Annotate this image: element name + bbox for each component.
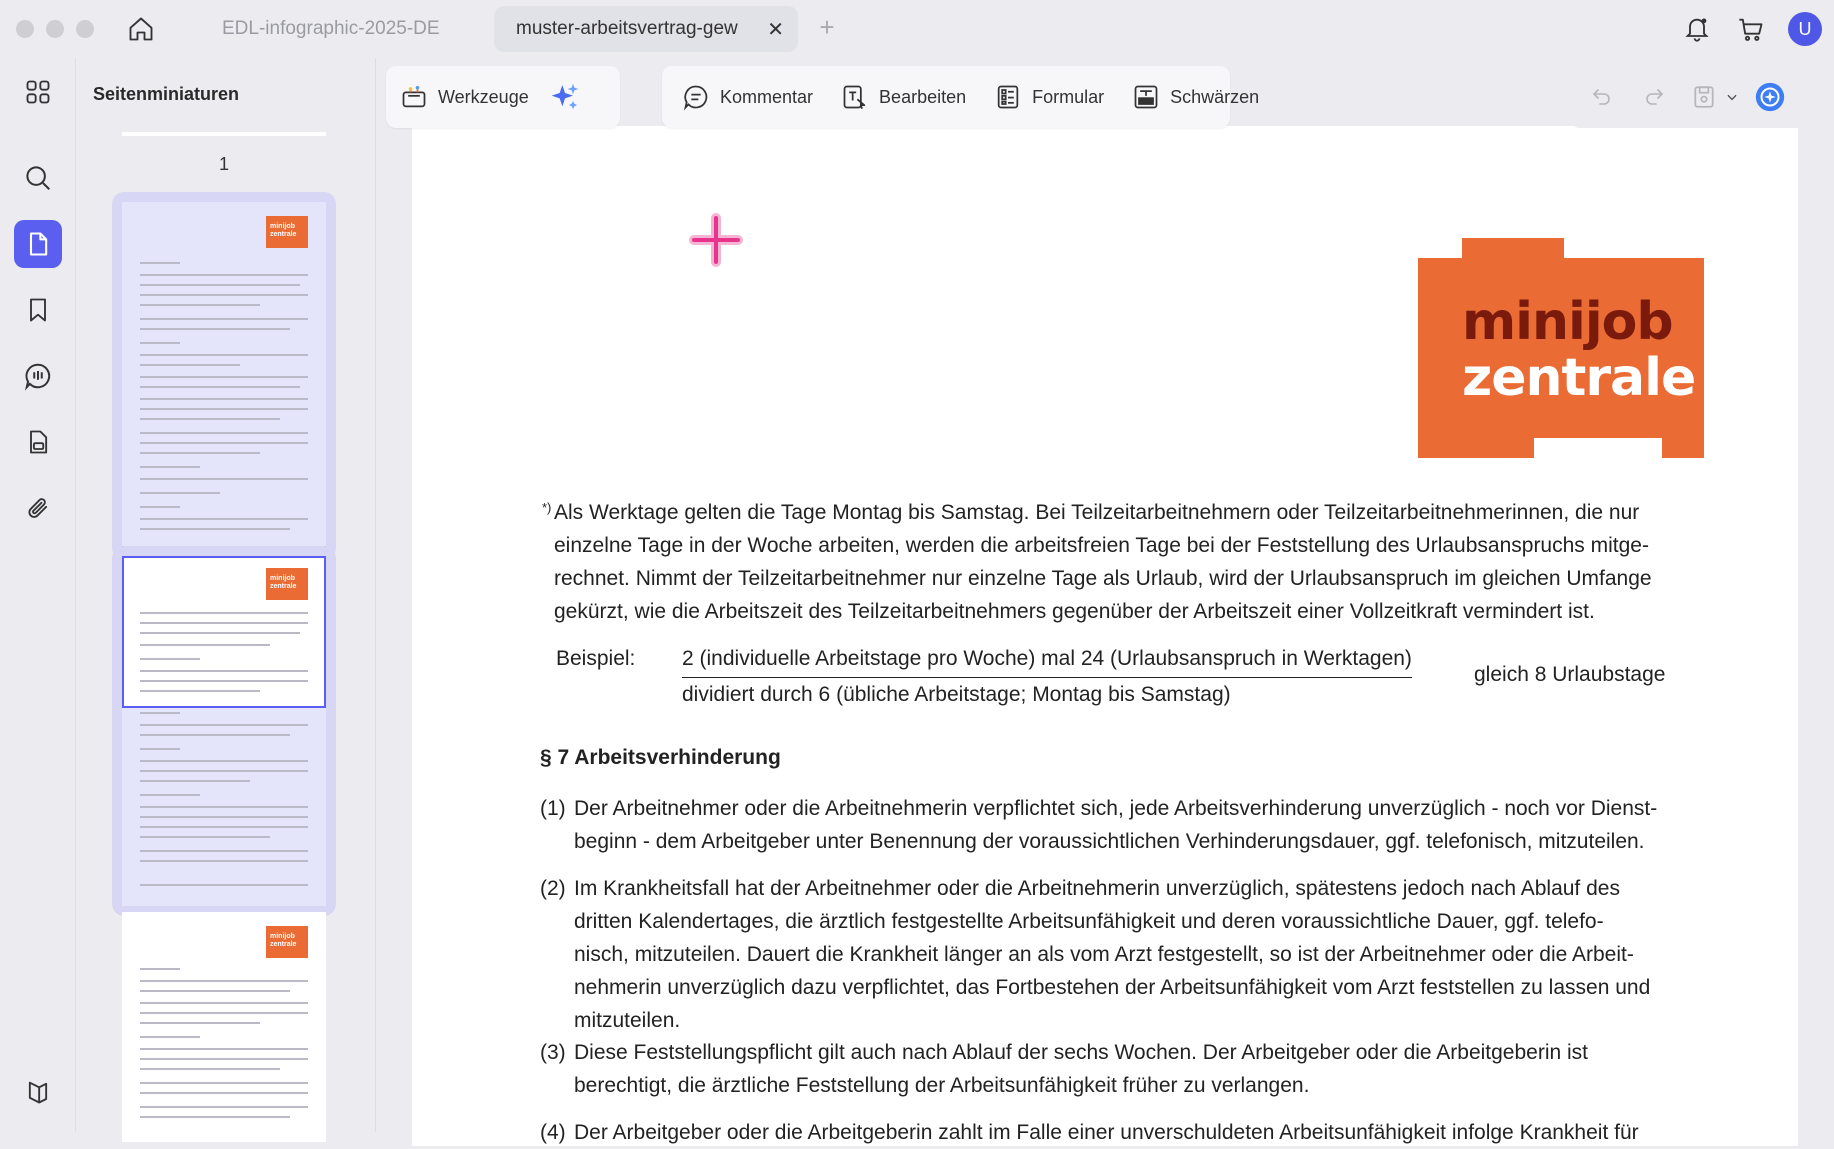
zoom-window-button[interactable] (76, 20, 94, 38)
item-1-text: Der Arbeitnehmer oder die Arbeitnehmerin verpflichtet sich, jede Arbeitsverhinderung unverzüglich - noch vor Dienst- beginn - dem Arbeitgeber unter Benennung der voraussichtlichen Verhinderungsdauer, ggf. telefonisch, mitzuteilen. (574, 797, 1658, 853)
logo-line-1: minijob (1462, 292, 1673, 352)
undo-icon (1590, 85, 1614, 109)
close-window-button[interactable] (16, 20, 34, 38)
item-number: (2) (540, 877, 566, 900)
thumbnail-viewport-frame[interactable] (122, 556, 326, 708)
tab-muster-arbeitsvertrag[interactable] (494, 6, 798, 52)
tab-edl-infographic[interactable] (200, 6, 482, 52)
comment-bubble-icon (23, 361, 53, 391)
edit-text-icon (841, 83, 869, 111)
paperclip-icon (24, 494, 52, 522)
thumbnail-logo: minijob zentrale (266, 926, 308, 958)
save-button[interactable] (1686, 77, 1722, 117)
thumbnail-logo: minijob zentrale (266, 216, 308, 248)
rail-layers-button[interactable] (14, 1068, 62, 1116)
bookmark-icon (24, 296, 52, 324)
user-avatar[interactable]: U (1788, 12, 1822, 46)
thumbnail-page-1-edge (122, 132, 326, 136)
redo-icon (1642, 85, 1666, 109)
item-4-text: Der Arbeitgeber oder die Arbeitgeberin zahlt im Falle einer unverschuldeten Arbeitsunfähigkeit infolge Krankheit für (574, 1121, 1639, 1144)
crosshair-cursor-icon (690, 214, 742, 266)
item-number: (3) (540, 1041, 566, 1064)
ai-sparkle-button[interactable] (543, 77, 587, 117)
thumbnail-page-4[interactable] (122, 912, 326, 1142)
item-2-text: Im Krankheitsfall hat der Arbeitnehmer oder die Arbeitnehmerin unverzüglich, spätestens jedoch nach Ablauf des dritten Kalendertages, die ärztlich festgestellte Arbeitsunfähigkeit und deren voraussichtliche Dauer, ggf. telefo- nisch, mitzuteilen. Dauert die Krankheit länger an als vom Arzt festgestellt, so ist der Arbeitnehmer oder die Arbeit- nehmerin unverzüglich dazu verpflichtet, das Fortbestehen der Arbeitsunfähigkeit vom Arzt feststellen zu lassen und mitzuteilen. (574, 877, 1651, 1032)
footnote-text: Als Werktage gelten die Tage Montag bis Samstag. Bei Teilzeitarbeitnehmern oder Teilzeitarbeitnehmerinnen, die nur einzelne Tage in der Woche arbeiten, werden die arbeitsfreien Tage bei der Feststellung des Urlaubsanspruchs mitge- rechnet. Nimmt der Teilzeitarbeitnehmer nur einzelne Tage als Urlaub, wird der Urlaubsanspruch im gleichen Umfange gekürzt, wie die Arbeitszeit des Teilzeitarbeitnehmers gegenüber der Arbeitszeit einer Vollzeitkraft vermindert ist. (554, 501, 1652, 623)
redact-icon (1132, 83, 1160, 111)
toolbar-main-group (662, 66, 1260, 128)
layers-icon (24, 1078, 52, 1106)
ai-assistant-icon (1753, 80, 1787, 114)
example-result: gleich 8 Urlaubstage (1474, 663, 1666, 686)
document-stack-icon (24, 428, 52, 456)
undo-button[interactable] (1580, 77, 1624, 117)
werkzeuge-button[interactable] (386, 77, 543, 117)
example-fraction (682, 642, 1412, 711)
document-page[interactable] (412, 126, 1798, 1146)
cart-icon (1737, 15, 1765, 43)
bearbeiten-button[interactable] (827, 77, 980, 117)
schwaerzen-label: Schwärzen (1170, 86, 1260, 107)
toolbar-actions-group (1570, 66, 1824, 128)
grid-icon (24, 78, 52, 106)
kommentar-label: Kommentar (720, 86, 814, 107)
minimize-window-button[interactable] (46, 20, 64, 38)
cart-button[interactable] (1734, 12, 1768, 46)
new-tab-button[interactable]: + (819, 12, 835, 42)
rail-comments-button[interactable] (14, 352, 62, 400)
ai-assistant-button[interactable] (1748, 77, 1792, 117)
sparkle-icon (549, 81, 581, 113)
toolbar-tools-group (386, 66, 620, 128)
item-number: (4) (540, 1121, 566, 1144)
rail-bookmarks-button[interactable] (14, 286, 62, 334)
home-button[interactable] (124, 12, 158, 46)
bell-icon (1683, 15, 1711, 43)
chevron-down-icon (1725, 90, 1739, 104)
rail-apps-button[interactable] (14, 68, 62, 116)
rail-organize-button[interactable] (14, 418, 62, 466)
thumbnails-panel (76, 58, 376, 1132)
example-label: Beispiel: (556, 647, 636, 670)
home-icon (127, 15, 155, 43)
panel-title: Seitenminiaturen (93, 84, 240, 104)
kommentar-button[interactable] (668, 77, 827, 117)
page-icon (24, 230, 52, 258)
search-icon (23, 163, 53, 193)
form-icon (994, 83, 1022, 111)
thumbnail-logo: minijob zentrale (266, 568, 308, 600)
minijob-zentrale-logo (1418, 238, 1704, 458)
bearbeiten-label: Bearbeiten (879, 86, 967, 107)
save-options-dropdown[interactable] (1722, 77, 1742, 117)
toolbox-icon (400, 83, 428, 111)
thumbnail-image (122, 202, 326, 550)
werkzeuge-label: Werkzeuge (438, 86, 529, 107)
footnote-mark: *) (542, 500, 552, 515)
logo-line-2: zentrale (1462, 348, 1696, 408)
tab-label: EDL-infographic-2025-DE (222, 18, 440, 39)
rail-search-button[interactable] (14, 154, 62, 202)
page-number-1: 1 (218, 154, 229, 174)
thumbnail-page-3[interactable] (112, 546, 336, 916)
thumbnail-page-2[interactable] (112, 192, 336, 560)
item-number: (1) (540, 797, 566, 820)
document-view (376, 58, 1834, 1144)
formular-label: Formular (1032, 86, 1105, 107)
comment-icon (682, 83, 710, 111)
notifications-button[interactable] (1680, 12, 1714, 46)
example-numerator: 2 (individuelle Arbeitstage pro Woche) mal 24 (Urlaubsanspruch in Werktagen) (682, 642, 1412, 678)
rail-attachments-button[interactable] (14, 484, 62, 532)
close-tab-icon[interactable]: ✕ (767, 19, 784, 41)
title-bar (0, 0, 1834, 58)
formular-button[interactable] (980, 77, 1118, 117)
example-denominator: dividiert durch 6 (übliche Arbeitstage; Montag bis Samstag) (682, 683, 1231, 706)
item-3-text: Diese Feststellungspflicht gilt auch nach Ablauf der sechs Wochen. Der Arbeitgeber oder die Arbeitgeberin ist berechtigt, die ärztliche Feststellung der Arbeitsunfähigkeit früher zu verlangen. (574, 1041, 1589, 1097)
save-icon (1691, 84, 1717, 110)
section-heading: § 7 Arbeitsverhinderung (540, 746, 781, 769)
schwaerzen-button[interactable] (1118, 77, 1273, 117)
rail-thumbnails-button[interactable] (14, 220, 62, 268)
left-tool-rail (0, 58, 76, 1132)
tab-label: muster-arbeitsvertrag-gew (516, 18, 738, 39)
redo-button[interactable] (1632, 77, 1676, 117)
